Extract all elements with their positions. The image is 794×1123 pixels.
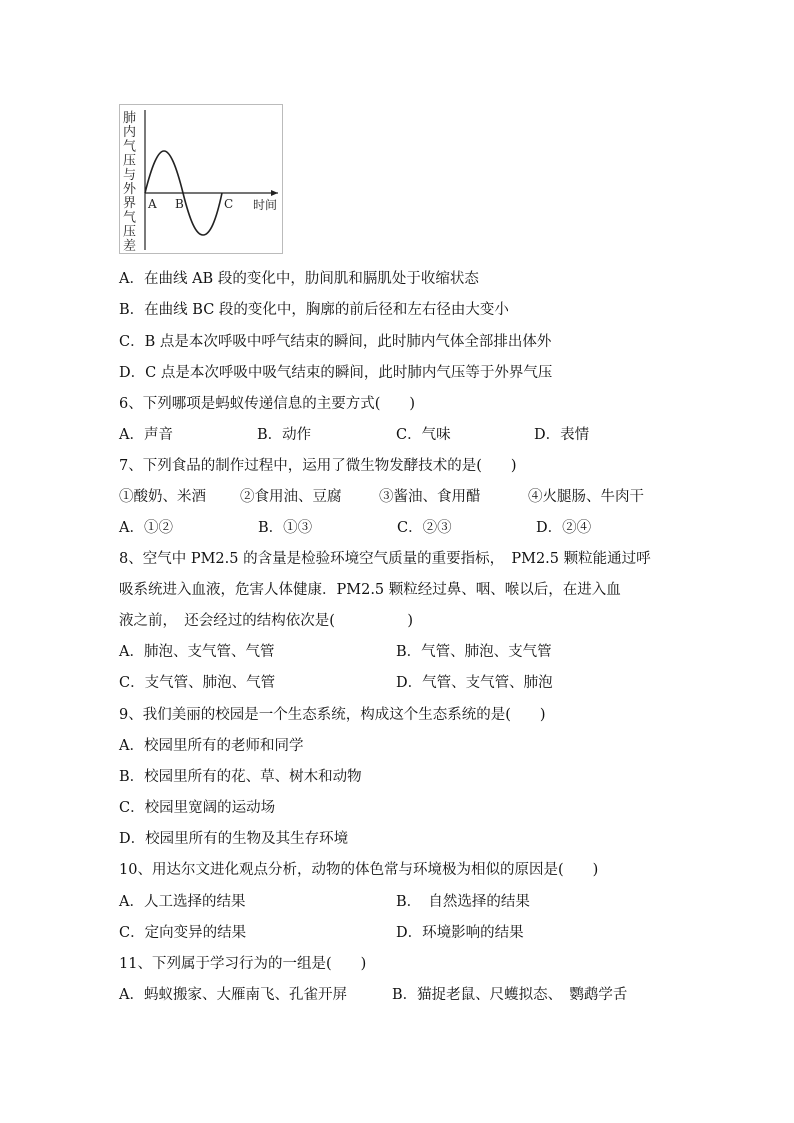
q9-stem: 9、我们美丽的校园是一个生态系统，构成这个生态系统的是( ) <box>119 707 546 723</box>
q6-option-b: B．动作 <box>257 427 312 443</box>
q5-option-d: D．C 点是本次呼吸中吸气结束的瞬间，此时肺内气压等于外界气压 <box>119 365 553 381</box>
q8-option-d: D．气管、支气管、肺泡 <box>396 675 553 691</box>
q11-stem: 11、下列属于学习行为的一组是( ) <box>119 956 367 972</box>
q7-option-a: A．①② <box>119 520 173 536</box>
q5-option-c: C．B 点是本次呼吸中呼气结束的瞬间，此时肺内气体全部排出体外 <box>119 334 552 350</box>
point-a-label: A <box>148 197 157 211</box>
x-axis-label: 时间 <box>253 198 278 212</box>
q8-stem-line-2: 吸系统进入血液，危害人体健康．PM2.5 颗粒经过鼻、咽、喉以后，在进入血 <box>119 582 621 598</box>
q8-stem-line-3: 液之前， 还会经过的结构依次是( ) <box>119 613 414 629</box>
q10-option-d: D．环境影响的结果 <box>396 925 524 941</box>
q7-option-d: D．②④ <box>536 520 592 536</box>
q9-option-c: C．校园里宽阔的运动场 <box>119 800 276 816</box>
q7-item-3: ③酱油、食用醋 <box>379 489 481 505</box>
q6-option-a: A．声音 <box>119 427 173 443</box>
pressure-curve-figure <box>119 104 283 254</box>
q7-option-b: B．①③ <box>258 520 313 536</box>
q5-option-a: A．在曲线 AB 段的变化中，肋间肌和膈肌处于收缩状态 <box>119 271 479 287</box>
q9-option-b: B．校园里所有的花、草、树木和动物 <box>119 769 362 785</box>
q6-option-d: D．表情 <box>534 427 590 443</box>
q10-option-a: A．人工选择的结果 <box>119 894 246 910</box>
point-c-label: C <box>224 197 234 211</box>
q7-item-1: ①酸奶、米酒 <box>119 489 206 505</box>
q9-option-a: A．校园里所有的老师和同学 <box>119 738 304 754</box>
q7-item-2: ②食用油、豆腐 <box>240 489 342 505</box>
q7-option-c: C．②③ <box>397 520 452 536</box>
q8-stem-line-1: 8、空气中 PM2.5 的含量是检验环境空气质量的重要指标， PM2.5 颗粒能通过呼 <box>119 551 651 567</box>
q7-stem: 7、下列食品的制作过程中，运用了微生物发酵技术的是( ) <box>119 458 517 474</box>
q10-stem: 10、用达尔文进化观点分析，动物的体色常与环境极为相似的原因是( ) <box>119 862 599 878</box>
q5-option-b: B．在曲线 BC 段的变化中，胸廓的前后径和左右径由大变小 <box>119 302 509 318</box>
q11-option-b: B．猫捉老鼠、尺蠖拟态、 鹦鹉学舌 <box>392 987 628 1003</box>
q10-option-b: B． 自然选择的结果 <box>396 894 530 910</box>
y-axis-label: 肺内气压与外界气压差 <box>123 111 137 253</box>
q8-option-b: B．气管、肺泡、支气管 <box>396 644 552 660</box>
q8-option-c: C．支气管、肺泡、气管 <box>119 675 276 691</box>
q6-option-c: C．气味 <box>396 427 451 443</box>
q8-option-a: A．肺泡、支气管、气管 <box>119 644 275 660</box>
point-b-label: B <box>175 197 184 211</box>
q11-option-a: A．蚂蚁搬家、大雁南飞、孔雀开屏 <box>119 987 347 1003</box>
pressure-curve-svg <box>120 105 282 253</box>
q6-stem: 6、下列哪项是蚂蚁传递信息的主要方式( ) <box>119 396 416 412</box>
x-axis-arrow <box>271 190 278 196</box>
q9-option-d: D．校园里所有的生物及其生存环境 <box>119 831 349 847</box>
q10-option-c: C．定向变异的结果 <box>119 925 247 941</box>
q7-item-4: ④火腿肠、牛肉干 <box>528 489 644 505</box>
